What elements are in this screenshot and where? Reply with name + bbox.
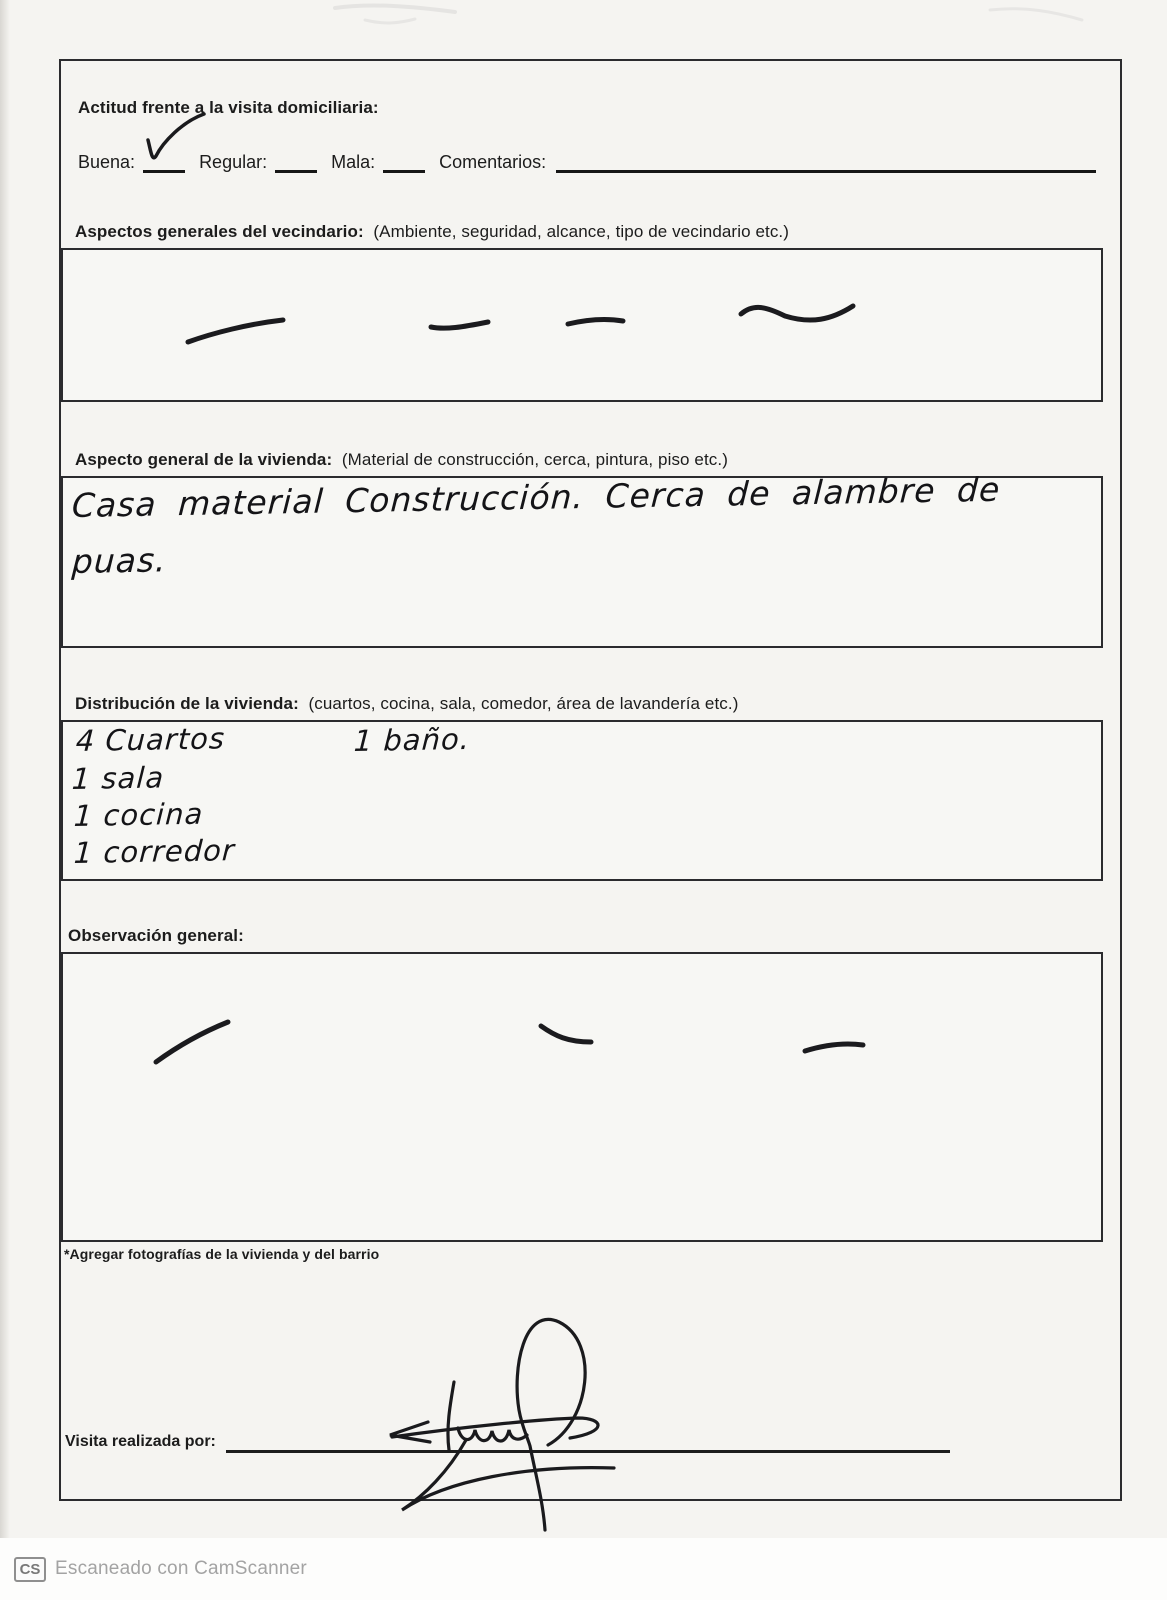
observacion-section-title [68, 926, 244, 946]
attitude-section-title [78, 98, 379, 118]
buena-label: Buena: [78, 152, 136, 172]
distribucion-hint-text: (cuartos, cocina, sala, comedor, área de lavandería etc.) [308, 694, 739, 713]
camscanner-footer-text: Escaneado con CamScanner [55, 1558, 307, 1579]
vecindario-handwriting-strokes [63, 250, 1101, 400]
distribucion-section-title [75, 694, 739, 714]
vecindario-section-title: Aspectos generales del vecindario: (Ambiente, seguridad, alcance, tipo de vecindario etc.) [75, 222, 790, 241]
vecindario-answer-box [61, 248, 1103, 402]
vivienda-title-text: Aspecto general de la vivienda: [75, 450, 333, 469]
vivienda-handwriting-line1: Casa material Construcción. Cerca de alambre de [71, 469, 1002, 525]
faint-scan-marks [0, 0, 1167, 40]
vivienda-answer-box [61, 469, 1103, 648]
vivienda-handwriting-line2: puas. [71, 540, 168, 581]
distribucion-hw-sala: 1 sala [71, 760, 166, 796]
vivienda-hint-text: (Material de construcción, cerca, pintura, piso etc.) [341, 450, 728, 469]
distribucion-hw-corredor: 1 corredor [73, 833, 236, 870]
vecindario-title-text: Aspectos generales del vecindario: [75, 222, 364, 241]
mala-blank [383, 150, 425, 173]
signature [352, 1310, 692, 1535]
mala-label: Mala: [331, 152, 376, 172]
visita-label: Visita realizada por: [65, 1433, 216, 1450]
distribucion-hw-cuartos: 4 Cuartos [75, 721, 226, 758]
observacion-handwriting-strokes [63, 954, 1101, 1240]
comentarios-blank [556, 150, 1096, 173]
distribucion-hw-cocina: 1 cocina [73, 796, 205, 833]
distribucion-title-text: Distribución de la vivienda: [75, 694, 299, 713]
scan-edge-shadow [0, 0, 10, 1540]
observacion-title-text: Observación general: [68, 926, 244, 945]
camscanner-logo-icon: CS [14, 1557, 46, 1582]
distribucion-hw-bano: 1 baño. [353, 721, 471, 758]
checkmark-icon [140, 110, 210, 172]
attitude-title-text: Actitud frente a la visita domiciliaria: [78, 98, 379, 117]
distribucion-answer-box [61, 720, 1103, 881]
comentarios-label: Comentarios: [439, 152, 547, 172]
regular-blank [275, 150, 317, 173]
attitude-options-row [78, 150, 1102, 175]
camscanner-footer [0, 1538, 1167, 1600]
vivienda-section-title [75, 450, 728, 470]
regular-label: Regular: [199, 152, 268, 172]
photos-footnote: *Agregar fotografías de la vivienda y del barrio [64, 1246, 380, 1262]
observacion-answer-box [61, 952, 1103, 1242]
